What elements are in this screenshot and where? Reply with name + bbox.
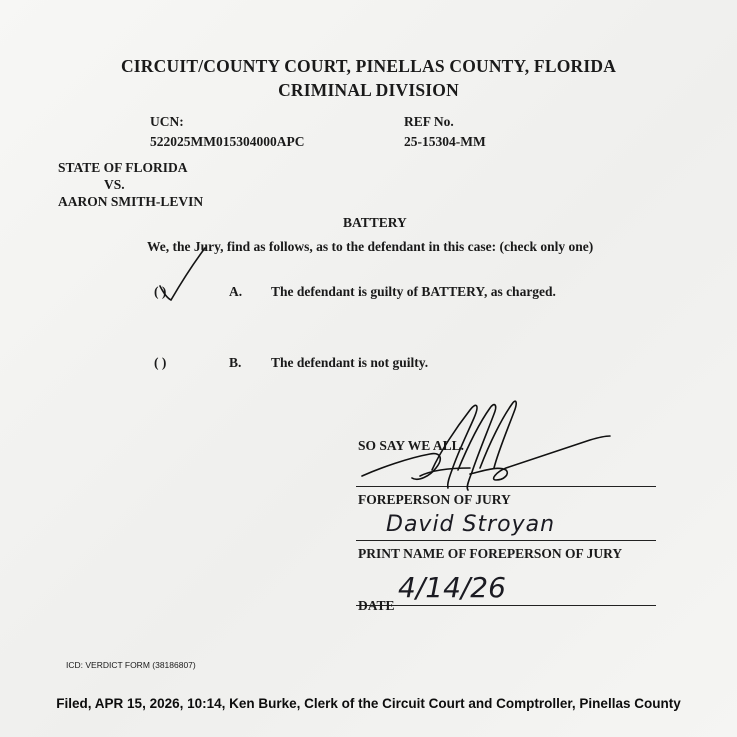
charge-title: BATTERY (343, 215, 407, 230)
court-title: CIRCUIT/COUNTY COURT, PINELLAS COUNTY, FLORIDA (120, 56, 617, 76)
versus: VS. (104, 177, 125, 192)
state-party: STATE OF FLORIDA (58, 160, 188, 175)
ref-label: REF No. (404, 114, 454, 129)
ucn-value: 522025MM015304000APC (150, 134, 305, 149)
so-say-we-all: SO SAY WE ALL. (358, 438, 465, 453)
form-identifier: ICD: VERDICT FORM (38186807) (66, 660, 196, 670)
print-name-label: PRINT NAME OF FOREPERSON OF JURY (358, 546, 623, 561)
foreperson-signature (362, 401, 610, 490)
jury-instruction: We, the Jury, find as follows, as to the defendant in this case: (check only one) (147, 239, 594, 254)
checkbox-guilty[interactable]: ( ) (154, 284, 167, 299)
ref-value: 25-15304-MM (404, 134, 486, 149)
option-letter-a: A. (229, 284, 243, 299)
checkbox-not-guilty[interactable]: ( ) (154, 355, 167, 370)
ucn-label: UCN: (150, 114, 184, 129)
option-text-not-guilty: The defendant is not guilty. (271, 355, 429, 370)
date-handwritten: 4/14/26 (398, 571, 506, 604)
option-letter-b: B. (229, 355, 242, 370)
date-label: DATE (358, 598, 395, 613)
defendant-name: AARON SMITH-LEVIN (58, 194, 204, 209)
checkmark-icon (160, 248, 205, 300)
option-text-guilty: The defendant is guilty of BATTERY, as charged. (271, 284, 556, 299)
printed-name-handwritten: David Stroyan (386, 512, 556, 537)
foreperson-label: FOREPERSON OF JURY (358, 492, 511, 507)
court-division: CRIMINAL DIVISION (278, 80, 459, 100)
filed-stamp: Filed, APR 15, 2026, 10:14, Ken Burke, Clerk of the Circuit Court and Comptroller, Pinellas County (56, 696, 681, 711)
